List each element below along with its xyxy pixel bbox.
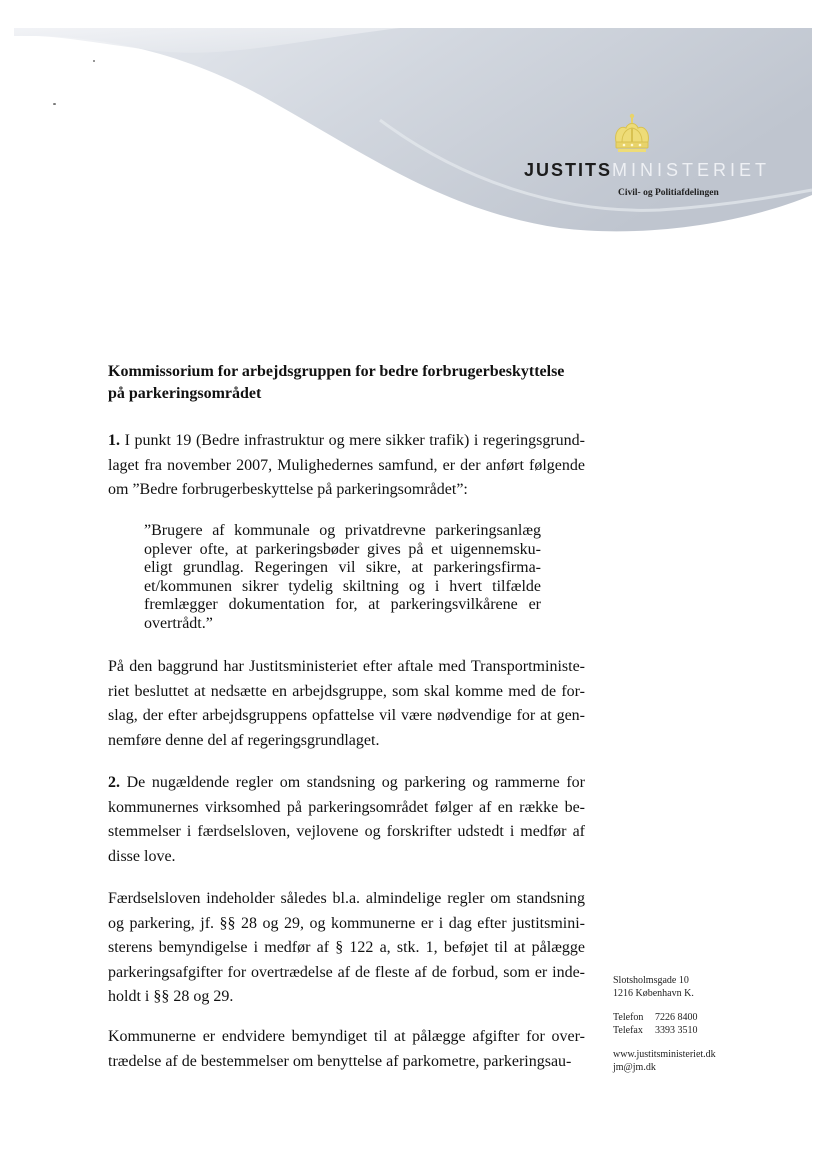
section-number: 2. [108,774,120,791]
paragraph-2: På den baggrund har Justitsministeriet efter aftale med Transportministe-riet besluttet at nedsætte en arbejdsgruppe, som skal komme med de for-slag, der efter arbejdsgruppens opfattelse vil være nødvendige for at gen-nemføre denne del af regeringsgrundlaget. [108,658,585,749]
document-title [108,361,598,405]
phone-label: Telefon [613,1012,644,1023]
header-wave-background [0,0,826,260]
title-line-2: på parkeringsområdet [108,385,262,402]
phone-number: 7226 8400 [655,1012,698,1023]
section-number: 1. [108,432,120,449]
ministry-logo [524,160,770,181]
paragraph-3-text: De nugældende regler om standsning og parkering og rammerne for kommunernes virksomhed på parkeringsområdet følger af en række be-stemmelser i færdselsloven, vejlovene og forskrifter udstedt i medfør af disse love. [108,774,586,865]
paragraph-4: Færdselsloven indeholder således bl.a. almindelige regler om standsning og parkering, jf. §§ 28 og 29, og kommunerne er i dag efter justitsmini-sterens bemyndigelse i medfør af § 122 a, stk. 1, beføjet til at pålægge parkeringsafgifter for overtrædelse af de fleste af de forbud, som er inde-holdt i §§ 28 og 29. [108,890,585,1006]
fax-number: 3393 3510 [655,1024,698,1036]
email-link[interactable]: jm@jm.dk [613,1061,656,1073]
web-contact-block [613,1049,716,1074]
crown-icon [610,112,654,160]
phone-row [613,1012,698,1025]
paragraph-1 [108,429,585,503]
address-block [613,975,694,1000]
logo-justits-text: JUSTITS [524,160,613,180]
address-street: Slotsholmsgade 10 [613,975,689,986]
logo-ministeriet-text: MINISTERIET [612,160,771,180]
website-link[interactable]: www.justitsministeriet.dk [613,1049,716,1060]
scan-speck [93,60,95,62]
title-line-1: Kommissorium for arbejdsgruppen for bedre forbrugerbeskyttelse [108,363,565,380]
quotation-block: ”Brugere af kommunale og privatdrevne parkeringsanlæg oplever ofte, at parkeringsbøder gives på et uigennemsku-eligt grundlag. Regeringen vil sikre, at parkeringsfirma-et/kommunen sikrer tydelig skiltning og i hvert tilfælde fremlægger dokumentation for, at parkeringsvilkårene er overtrådt.” [144,522,541,632]
paragraph-1-text: I punkt 19 (Bedre infrastruktur og mere sikker trafik) i regeringsgrund-laget fra november 2007, Mulighedernes samfund, er der anført følgende om ”Bedre forbrugerbeskyttelse på parkeringsområdet”: [108,432,586,499]
fax-row [613,1025,698,1038]
address-city: 1216 København K. [613,987,694,999]
contact-phone-block [613,1012,698,1037]
paragraph-5: Kommunerne er endvidere bemyndiget til at pålægge afgifter for over-trædelse af de bestemmelser om benyttelse af parkometre, parkeringsau- [108,1028,585,1070]
paragraph-3 [108,771,585,869]
scan-speck [53,103,56,105]
fax-label: Telefax [613,1024,643,1036]
department-name: Civil- og Politiafdelingen [618,188,719,198]
